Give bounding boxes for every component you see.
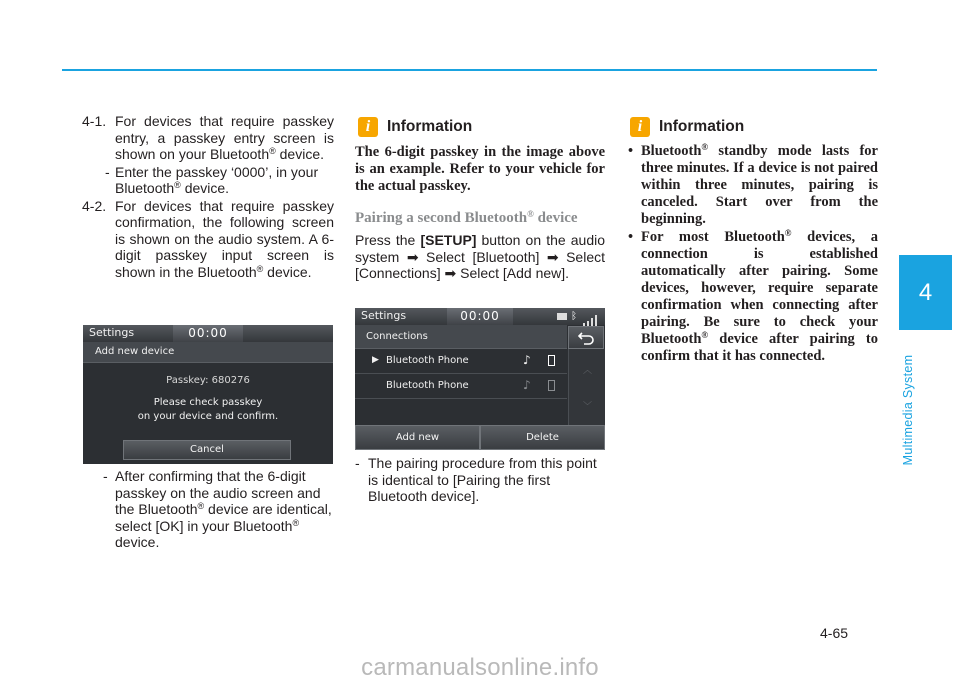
screen-title: Settings — [361, 309, 407, 322]
phone-icon — [548, 380, 555, 391]
setup-key-label: [SETUP] — [420, 232, 477, 248]
registered-mark: ® — [701, 330, 709, 340]
chapter-label-text: Multimedia System — [901, 354, 915, 466]
bullet-text-tail: standby mode lasts for three minutes. If a device is not paired within three minutes, pairing is canceled. Start over from the beginning. — [641, 143, 878, 227]
substep-text-tail: device. — [180, 180, 230, 196]
registered-mark: ® — [174, 180, 181, 190]
bullet-text: Bluetooth — [641, 143, 702, 159]
step-number: 4-2. — [82, 197, 107, 214]
registered-mark: ® — [256, 263, 264, 274]
info-title: Information — [387, 118, 473, 135]
note — [355, 455, 605, 505]
connections-screen — [355, 308, 605, 450]
substep-text-mid: device are identical, select [OK] in your Bluetooth — [115, 501, 332, 534]
bullet-mark: • — [628, 143, 634, 159]
header-rule — [62, 69, 877, 71]
music-icon: ♪ — [523, 378, 531, 392]
registered-mark: ® — [269, 146, 276, 156]
delete-button[interactable]: Delete — [480, 425, 605, 450]
screen-title: Settings — [89, 326, 135, 339]
passkey-confirm-screen — [83, 325, 333, 464]
info-bullets — [628, 143, 878, 365]
substep-enter-passkey — [82, 164, 334, 197]
body-text: Press the — [355, 232, 421, 248]
info-heading-2 — [630, 117, 744, 137]
signal-icon — [583, 311, 599, 322]
passkey-display: Passkey: 680276 — [166, 375, 250, 386]
substep-text: After confirming that the 6-digit passkey on the audio screen and the Bluetooth — [115, 468, 321, 517]
screen-clock: 00:00 — [447, 308, 513, 325]
info-icon: i — [630, 117, 650, 137]
section-title-tail: device — [533, 210, 578, 226]
note-text: The pairing procedure from this point is identical to [Pairing the first Bluetooth device]. — [368, 455, 597, 504]
confirm-message-line2: on your device and confirm. — [137, 411, 279, 422]
registered-mark: ® — [527, 209, 534, 219]
substep-text: Enter the passkey ‘0000’, in your Bluetooth — [115, 163, 319, 196]
scroll-bar[interactable] — [568, 349, 605, 425]
step-text: For devices that require passkey entry, a passkey entry screen is shown on your Bluetooth — [115, 113, 334, 162]
back-icon — [578, 331, 594, 345]
body-text-tail: button on the audio system ➡ Select [Bluetooth] ➡ Select [Connections] ➡ Select [Add new]. — [355, 232, 606, 281]
substep-confirm — [82, 468, 334, 551]
bullet-standby — [628, 143, 878, 228]
battery-icon — [557, 313, 567, 320]
status-icons — [557, 311, 601, 322]
chapter-label — [893, 340, 923, 480]
bullet-connection — [628, 229, 878, 365]
bullet-text: For most Bluetooth — [641, 229, 785, 245]
step-number: 4-1. — [82, 113, 107, 129]
info-title: Information — [659, 118, 745, 135]
screen-header: Add new device — [95, 346, 175, 357]
step-text-tail: device. — [263, 263, 312, 280]
screen-header-row — [355, 325, 567, 349]
registered-mark: ® — [701, 142, 709, 152]
device-name: Bluetooth Phone — [386, 355, 469, 366]
step-4-1 — [82, 113, 334, 163]
scroll-up-icon[interactable]: ︿ — [583, 366, 593, 376]
column-1 — [82, 113, 334, 280]
info-icon: i — [358, 117, 378, 137]
device-row-2[interactable] — [355, 374, 567, 399]
section-body — [355, 232, 605, 282]
device-row-1[interactable] — [355, 349, 567, 374]
screen-header-row — [83, 342, 333, 363]
column-1-after — [82, 468, 334, 551]
device-name: Bluetooth Phone — [386, 380, 469, 391]
registered-mark: ® — [292, 517, 300, 528]
screen-clock: 00:00 — [173, 325, 243, 342]
dash: - — [103, 468, 108, 484]
dash: - — [355, 455, 360, 471]
note-item — [355, 455, 605, 505]
section-title — [355, 210, 578, 227]
cancel-button[interactable]: Cancel — [123, 440, 291, 460]
info-heading-1 — [358, 117, 472, 137]
bullet-text-tail: device after pairing to confirm that it has connected. — [641, 331, 878, 364]
screen-header: Connections — [366, 331, 428, 342]
section-title-text: Pairing a second Bluetooth — [355, 210, 528, 226]
scroll-down-icon[interactable]: ﹀ — [583, 402, 593, 412]
selected-arrow-icon: ▶ — [372, 355, 379, 365]
watermark: carmanualsonline.info — [361, 654, 599, 681]
back-button[interactable] — [568, 326, 604, 349]
phone-icon — [548, 355, 555, 366]
confirm-message-line1: Please check passkey — [153, 397, 263, 408]
chapter-tab: 4 — [899, 255, 952, 330]
bullet-text-mid: devices, a connection is established automatically after pairing. Some devices, however, require separate confirmation when connecting after pairing. Be sure to check your Bluetooth — [641, 229, 878, 347]
step-text: For devices that require passkey confirmation, the following screen is shown on the audio system. A 6-digit passkey input screen is shown in the Bluetooth — [115, 197, 334, 280]
page-number: 4-65 — [820, 625, 849, 641]
step-4-2 — [82, 198, 334, 281]
step-text-tail: device. — [275, 146, 324, 162]
music-icon: ♪ — [523, 353, 531, 367]
info-text: The 6-digit passkey in the image above is an example. Refer to your vehicle for the actual passkey. — [355, 144, 605, 194]
bluetooth-icon: ᛒ — [571, 311, 577, 322]
bullet-mark: • — [628, 229, 634, 245]
registered-mark: ® — [784, 228, 792, 238]
registered-mark: ® — [197, 501, 205, 511]
add-new-button[interactable]: Add new — [355, 425, 480, 450]
dash: - — [105, 163, 110, 180]
substep-text-tail: device. — [115, 534, 160, 550]
